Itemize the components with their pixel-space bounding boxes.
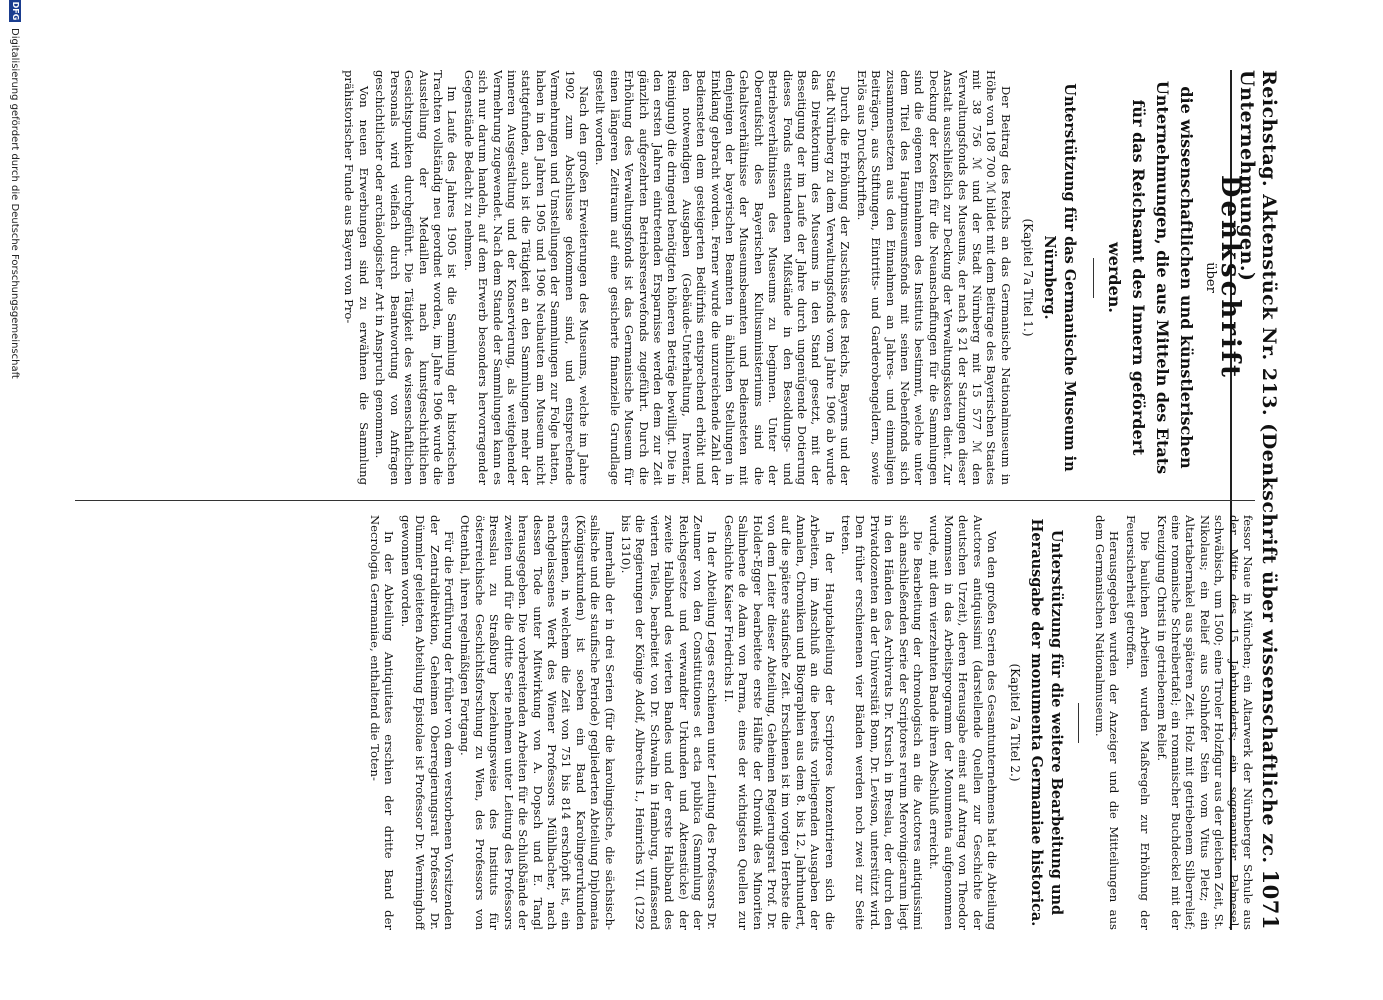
paragraph: In der Abteilung Leges erschienen unter Leitung des Professors Dr. Zeumer von den Constitutiones et acta publica (Sammlung der Reichsgesetze und verwandter Urkunden und Aktenstücke) der zweite Halbband des vierten Bandes und der erste Halbband des vierten Teiles, bearbeitet von Dr. Schwalm in Hamburg, umfassend die Regierungen der Könige Adolf, Albrechts I., Heinrichs VII. (1292 bis 1310). <box>618 515 720 930</box>
digitization-footer <box>3 0 27 1000</box>
paragraph: Von neuen Erwerbungen sind zu erwähnen die Sammlung prähistorischer Funde aus Bayern von Pro- <box>342 70 371 485</box>
title-connector: über <box>1202 262 1218 293</box>
paragraph: fessor Naue in München; ein Altarwerk der Nürnberger Schule aus der Mitte des 15. Jahrhunderts; ein sogenannter Palmesel, schwäbisch, um 1500; eine Tiroler Holzfigur aus der gleichen Zeit, St. Nikolaus; ein Relief aus Solnhofer Stein vom Vitus Pletz; ein Altartabernakel aus späteren Zeit. Holz mit getriebenem Silberrelief; eine romanische Schreibertafel; ein romanischer Buchdeckel mit der Kreuzigung Christi in getriebenem Relief. <box>1154 515 1255 930</box>
left-column <box>65 70 1255 485</box>
paragraph: Die baulichen Arbeiten wurden Maßregeln zur Erhöhung der Feuersicherheit getroffen. <box>1123 515 1153 930</box>
paragraph: Von den großen Serien des Gesamtunternehmens hat die Abteilung Auctores antiquissimi (darstellende Quellen zur Geschichte der deutschen Urzeit), deren Herausgabe einst auf Antrag von Theodor Mommsen in das Arbeitsprogramm der Monumenta aufgenommen wurde, mit dem vierzehnten Bande ihren Abschluß erreicht. <box>927 515 1000 930</box>
paragraph: In der Hauptabteilung der Scriptores konzentrieren sich die Arbeiten, im Anschluß an die bereits vorliegenden Ausgaben der Annalen, Chroniken und Biographien aus dem 8. bis 12. Jahrhundert, auf die spätere staufische Zeit. Erschienen ist im vorigen Herbste die von dem Leiter dieser Abteilung, Geheimen Regierungsrat Prof. Dr. Holder-Egger bearbeitete erste Hälfte der Chronik des Minoriten Salimbene de Adam von Parma, eines der wichtigsten Quellen zur Geschichte Kaiser Friedrichs II. <box>721 515 837 930</box>
chapter-reference: (Kapitel 7a Titel 1.) <box>1021 218 1036 337</box>
paragraph: Für die Fortführung der früher von dem verstorbenen Vorsitzenden der Zentraldirektion, Geheimen Oberregierungsrat Professor Dr. Dümmler geleiteten Abteilung Epistolae ist Professor Dr. Werminghoff gewonnen worden. <box>398 515 457 930</box>
right-column <box>65 515 1255 930</box>
paragraph: Der Beitrag des Reichs an das Germanische Nationalmuseum in Höhe von 108 700 ℳ bildet mit dem Beitrage des Bayerischen Staates mit 38 756 ℳ und der Stadt Nürnberg mit 15 577 ℳ den Verwaltungsfonds des Museums, der nach § 21 der Satzungen dieser Anstalt ausschließlich zur Deckung der Verwaltungskosten dient. Zur Deckung der Kosten für die Neuanschaffungen für die Sammlungen sind die eigenen Einnahmen des Instituts bestimmt, welche unter dem Titel des Hauptmuseumsfonds mit seinen Nebenfonds sich zusammensetzen aus den Einnahmen an Jahres- und einmaligen Beiträgen, aus Stiftungen, Eintritts- und Garderobengeldern, sowie Erlös aus Druckschriften. <box>854 70 1013 485</box>
document-title: Denkschrift <box>1215 174 1245 381</box>
paragraph: Die Bearbeitung der chronologisch an die Auctores antiquissimi sich anschließenden Serie der Scriptores rerum Merovingicarum liegt in den Händen des Archivrats Dr. Krusch in Breslau, der durch den Privatdozenten an der Universität Bonn, Dr. Levison, unterstützt wird. Den früher erschienenen vier Bänden werden noch zwei zur Seite treten. <box>839 515 926 930</box>
column-divider <box>75 500 1255 501</box>
dfg-logo-icon: DFG <box>11 1 20 21</box>
section-heading-museum: Unterstützung für das Germanische Museum in Nürnberg. <box>1041 83 1079 472</box>
footer-text: Digitalisierung gefördert durch die Deutsche Forschungsgemeinschaft <box>9 28 21 379</box>
paragraph: Nach den großen Erweiterungen des Museums, welche im Jahre 1902 zum Abschlusse gekommen sind, und entsprechende Vermehrungen und Umstellungen der Sammlungen zur Folge hatten, haben in den Jahren 1905 und 1906 Neubauten am Museum nicht stattgefunden, auch ist die Tätigkeit an den Sammlungen mehr der inneren Ausgestaltung und der Konservierung, als weitgehender Vermehrung zugewendet. Nach dem Stande der Sammlungen kann es sich nur darum handeln, auf dem Erwerb besonders hervorragender Gegenstände Bedacht zu nehmen. <box>461 70 591 485</box>
section-divider <box>1078 703 1079 743</box>
section-heading-monumenta: Unterstützung für die weitere Bearbeitung und Herausgabe der monumenta Germaniae historica. <box>1027 518 1065 927</box>
paragraph: Im Laufe des Jahres 1905 ist die Sammlung der historischen Trachten vollständig neu geordnet worden, im Jahre 1906 wurde die Ausstellung der Medaillen nach kunstgeschichtlichen Gesichtspunkten durchgeführt. Die Tätigkeit des wissenschaftlichen Personals wird vielfach durch Beantwortung von Anfragen geschichtlicher oder archäologischer Art in Anspruch genommen. <box>373 70 460 485</box>
paragraph: Innerhalb der in drei Serien (für die karolingische, die sächsisch-salische und die staufische Periode) gegliederten Abteilung Diplomata (Königsurkunden) ist soeben ein Band Karolingerurkunden erschienen, in welchem die Zeit von 751 bis 814 erschöpft ist, ein nachgelassenes Werk des Wiener Professors Mühlbacher, nach dessen Tode unter Mitwirkung von A. Dopsch und E. Tangl herausgegeben. Die vorbereitenden Arbeiten für die Schlußbände der zweiten und für die dritte Serie nehmen unter Leitung des Professors Bresslau zu Straßburg beziehungsweise des Instituts für österreichische Geschichtsforschung zu Wien, des Professors von Ottenthal, ihren regelmäßigen Fortgang. <box>458 515 617 930</box>
paragraph: In der Abteilung Antiquitates erschien der dritte Band der Necrologia Germaniae, enthaltend die Toten- <box>368 515 397 930</box>
paragraph: Herausgegeben wurden der Anzeiger und die Mitteilungen aus dem Germanischen Nationalmuseum. <box>1092 515 1122 930</box>
page-number: 1071 <box>1258 869 1283 930</box>
title-divider <box>1093 258 1094 298</box>
document-subtitle: die wissenschaftlichen und künstlerischen Unternehmungen, die aus Mitteln des Etats für das Reichsamt des Innern gefördert werden. <box>1105 80 1197 475</box>
header-title: Reichstag. Aktenstück Nr. 213. (Denkschrift über wissenschaftliche zc. Unternehmungen.) <box>1236 70 1280 864</box>
chapter-reference: (Kapitel 7a Titel 2.) <box>1007 663 1022 782</box>
paragraph: Durch die Erhöhung der Zuschüsse des Reichs, Bayerns und der Stadt Nürnberg zu dem Verwaltungsfonds vom Jahre 1906 ab wurde das Direktorium des Museums in den Stand gesetzt, mit der Beseitigung der im Laufe der Jahre durch ungenügende Dotierung dieses Fonds entstandenen Mißstände in den Besoldungs- und Betriebsverhältnissen des Museums zu beginnen. Unter der Oberaufsicht des Bayerischen Kultusministeriums sind die Gehaltsverhältnisse der Museumsbeamten und Bediensteten mit denjenigen der bayerischen Beamten in ähnlichen Stellungen in Einklang gebracht worden. Ferner wurde die unzureichende Zahl der Bediensteten dem gesteigerten Bedürfnis entsprechend erhöht und den notwendigen Ausgaben (Gebäude-Unterhaltung, Inventar, Reinigung) die dringend benötigten höheren Beträge bewilligt. Die in den ersten Jahren eintretenden Ersparnisse werden dem zur Zeit gänzlich aufgezehrten Betriebsreservefonds zugeführt. Durch die Erhöhung des Verwaltungsfonds ist das Germanische Museum für einen längeren Zeitraum auf eine gesicherte finanzielle Grundlage gestellt worden. <box>593 70 853 485</box>
